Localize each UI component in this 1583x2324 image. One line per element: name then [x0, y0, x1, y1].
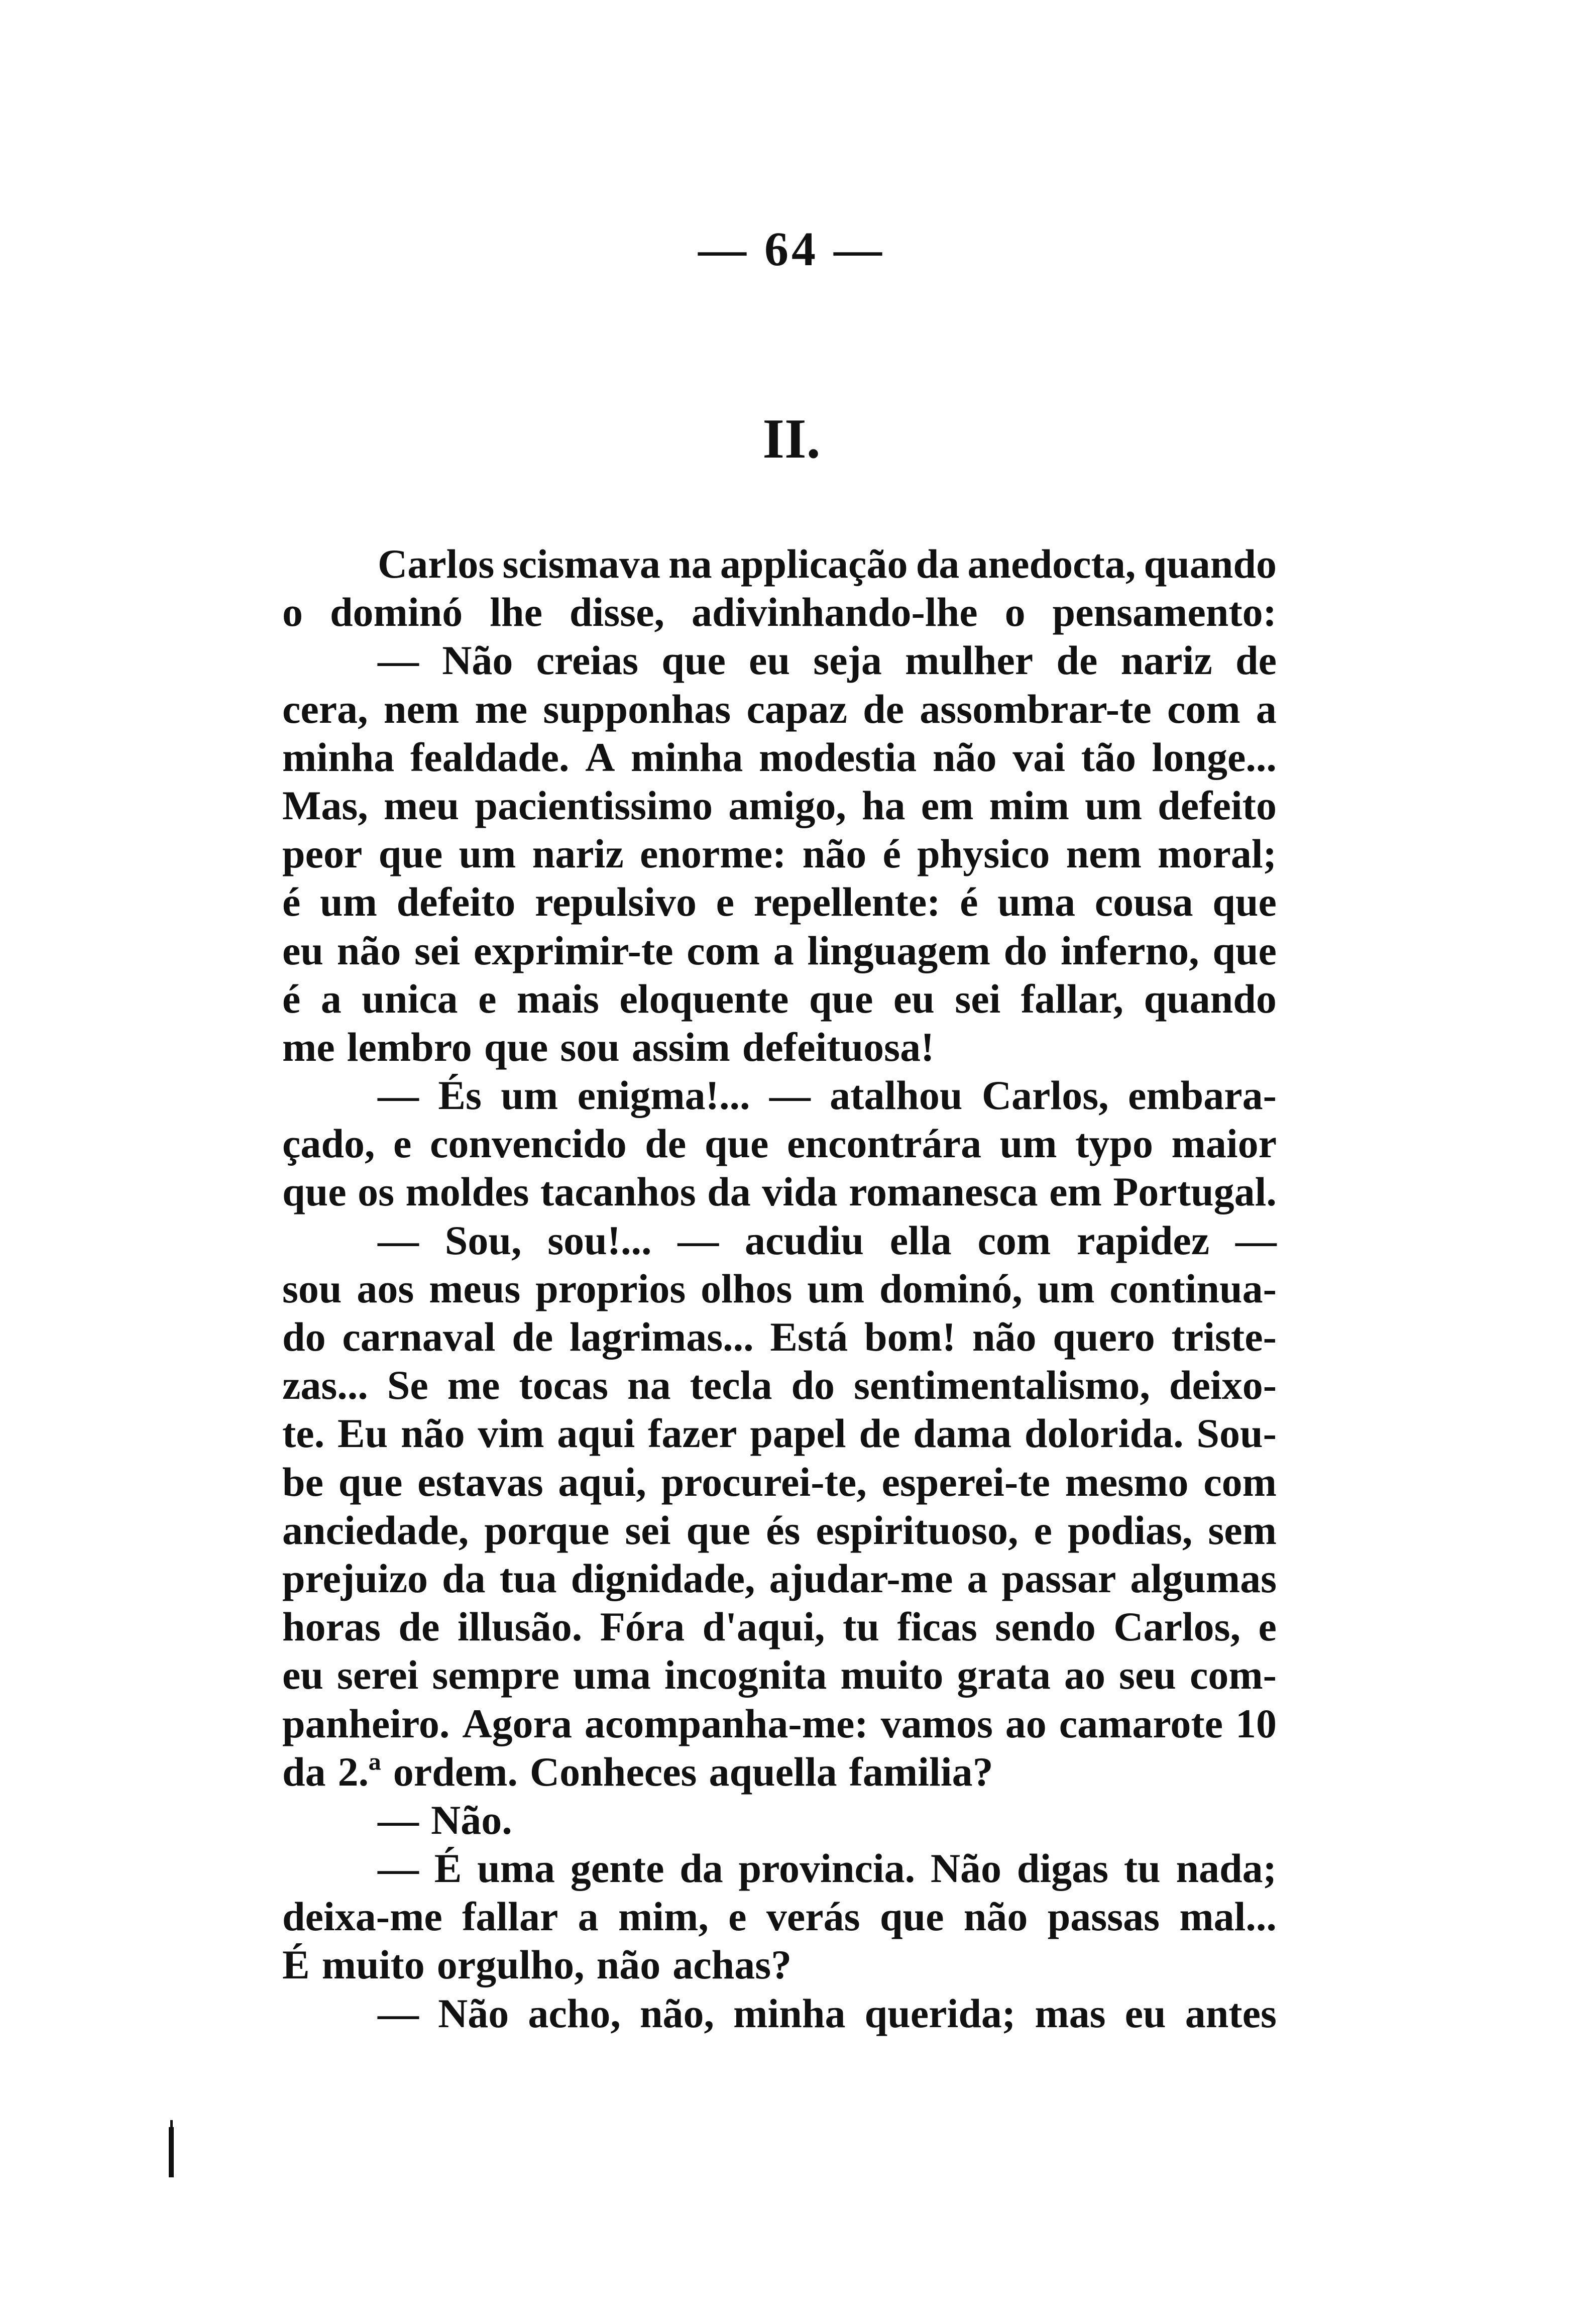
text-line: panheiro. Agora acompanha-me: vamos ao camarote 10	[282, 1700, 1277, 1746]
text-line: prejuizo da tua dignidade, ajudar-me a passar algumas	[282, 1555, 1277, 1601]
text-line: te. Eu não vim aqui fazer papel de dama dolorida. Sou-	[282, 1410, 1277, 1457]
text-line: minha fealdade. A minha modestia não vai tão longe...	[282, 734, 1277, 780]
page-number: — 64 —	[698, 222, 885, 276]
text-line: sou aos meus proprios olhos um dominó, um continua-	[282, 1265, 1277, 1311]
margin-mark	[169, 2127, 174, 2177]
text-line: me lembro que sou assim defeituosa!	[282, 1024, 935, 1070]
text-line: — Não.	[378, 1797, 512, 1843]
text-line: do carnaval de lagrimas... Está bom! não quero triste-	[282, 1314, 1277, 1360]
text-line: é um defeito repulsivo e repellente: é uma cousa que	[282, 879, 1277, 925]
text-line: cera, nem me supponhas capaz de assombrar-te com a	[282, 686, 1277, 732]
text-line: da 2.ª ordem. Conheces aquella familia?	[282, 1748, 993, 1795]
text-line: eu não sei exprimir-te com a linguagem do inferno, que	[282, 927, 1277, 973]
text-line: deixa-me fallar a mim, e verás que não passas mal...	[282, 1894, 1277, 1940]
text-line: peor que um nariz enorme: não é physico nem moral;	[282, 831, 1277, 877]
text-line: é a unica e mais eloquente que eu sei fallar, quando	[282, 975, 1277, 1022]
body-text	[282, 540, 1277, 2038]
text-line: horas de illusão. Fóra d'aqui, tu ficas sendo Carlos, e	[282, 1604, 1277, 1650]
text-line: o dominó lhe disse, adivinhando-lhe o pensamento:	[282, 589, 1277, 635]
text-line: — És um enigma!... — atalhou Carlos, embara-	[378, 1072, 1277, 1119]
text-line: Mas, meu pacientissimo amigo, ha em mim um defeito	[282, 782, 1277, 828]
text-line: — É uma gente da provincia. Não digas tu nada;	[378, 1845, 1277, 1892]
chapter-heading: II.	[762, 408, 821, 470]
text-line: — Sou, sou!... — acudiu ella com rapidez —	[378, 1217, 1277, 1263]
text-line: É muito orgulho, não achas?	[282, 1942, 792, 1988]
text-line: — Não creias que eu seja mulher de nariz de	[378, 637, 1277, 684]
text-line: zas... Se me tocas na tecla do sentimentalismo, deixo-	[282, 1362, 1277, 1408]
text-line: anciedade, porque sei que és espirituoso, e podias, sem	[282, 1507, 1277, 1553]
text-line: que os moldes tacanhos da vida romanesca em Portugal.	[282, 1169, 1277, 1215]
text-line: Carlos scismava na applicação da anedocta, quando	[378, 541, 1277, 587]
text-line: — Não acho, não, minha querida; mas eu antes	[378, 1990, 1277, 2036]
text-line: be que estavas aqui, procurei-te, esperei-te mesmo com	[282, 1459, 1277, 1505]
text-line: eu serei sempre uma incognita muito grata ao seu com-	[282, 1652, 1277, 1698]
text-line: çado, e convencido de que encontrára um typo maior	[282, 1121, 1277, 1167]
